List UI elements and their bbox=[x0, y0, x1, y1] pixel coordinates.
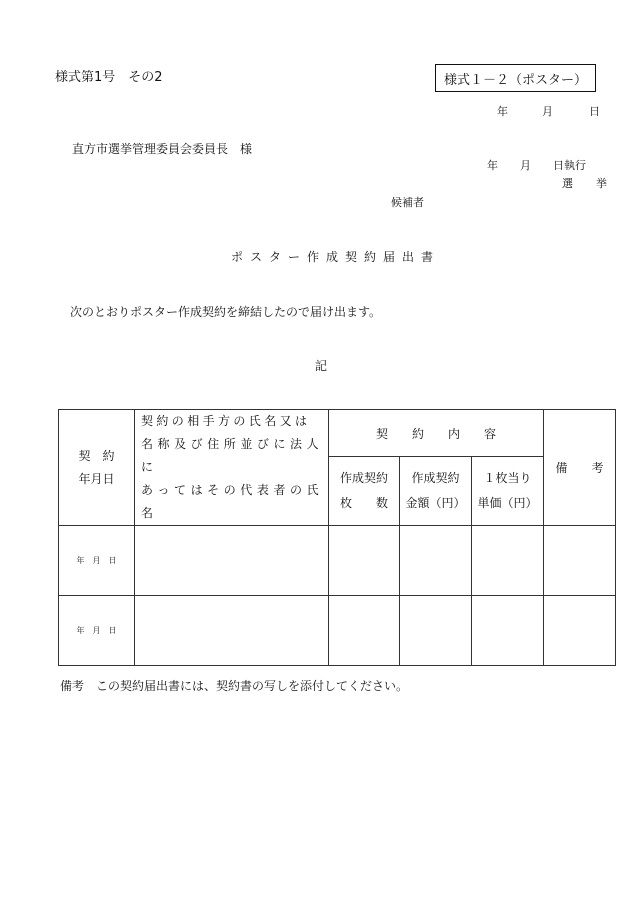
addressee: 直方市選挙管理委員会委員長 様 bbox=[72, 142, 253, 156]
header-contract-content bbox=[329, 410, 544, 457]
header-party bbox=[135, 410, 329, 526]
header-unit-price bbox=[472, 457, 544, 526]
header-text: 年月日 bbox=[78, 471, 115, 486]
row-date-cell[interactable] bbox=[59, 526, 135, 596]
header-text: 備 考 bbox=[555, 461, 604, 475]
submission-date bbox=[497, 103, 600, 119]
month-label: 月 bbox=[542, 105, 553, 118]
count-cell[interactable] bbox=[329, 526, 400, 596]
header-text: 作成契約 bbox=[411, 471, 460, 485]
note-cell[interactable] bbox=[544, 596, 616, 666]
header-text: 金額（円） bbox=[405, 496, 466, 510]
day-label: 日 bbox=[589, 105, 600, 118]
page-title: ポスター作成契約届出書 bbox=[231, 250, 441, 264]
form-label: 様式１－２（ポスター） bbox=[444, 73, 588, 88]
election-label: 選 挙 bbox=[562, 177, 613, 190]
form-number: 様式第1号 その2 bbox=[55, 70, 163, 85]
ki-heading: 記 bbox=[315, 359, 328, 373]
header-text: あってはその代表者の氏名 bbox=[141, 483, 322, 520]
header-text: 枚 数 bbox=[339, 496, 388, 510]
candidate-label: 候補者 bbox=[391, 196, 424, 209]
row-date-cell[interactable] bbox=[59, 596, 135, 666]
amount-cell[interactable] bbox=[400, 526, 472, 596]
body-text: 次のとおりポスター作成契約を締結したので届け出ます。 bbox=[70, 305, 382, 319]
table-row bbox=[59, 596, 616, 666]
row-date-label: 年 月 日 bbox=[76, 556, 117, 565]
header-count bbox=[329, 457, 400, 526]
footnote: 備考 この契約届出書には、契約書の写しを添付してください。 bbox=[60, 679, 409, 693]
header-text: 作成契約 bbox=[339, 471, 388, 485]
header-note bbox=[544, 410, 616, 526]
party-cell[interactable] bbox=[135, 526, 329, 596]
form-label-box bbox=[435, 64, 596, 92]
election-date: 年 月 日執行 bbox=[487, 159, 586, 172]
header-text: 契約の相手方の氏名又は bbox=[141, 414, 311, 428]
header-text: 名称及び住所並びに法人に bbox=[141, 437, 322, 474]
table-row bbox=[59, 526, 616, 596]
row-date-label: 年 月 日 bbox=[76, 626, 117, 635]
header-text: 単価（円） bbox=[477, 496, 538, 510]
year-label: 年 bbox=[497, 105, 508, 118]
unit-price-cell[interactable] bbox=[472, 596, 544, 666]
header-text: 契 約 bbox=[78, 448, 115, 463]
note-cell[interactable] bbox=[544, 526, 616, 596]
count-cell[interactable] bbox=[329, 596, 400, 666]
contract-table bbox=[58, 409, 616, 666]
header-text: 契 約 内 容 bbox=[375, 426, 496, 441]
amount-cell[interactable] bbox=[400, 596, 472, 666]
header-text: １枚当り bbox=[483, 471, 532, 485]
header-contract-date bbox=[59, 410, 135, 526]
party-cell[interactable] bbox=[135, 596, 329, 666]
header-amount bbox=[400, 457, 472, 526]
unit-price-cell[interactable] bbox=[472, 526, 544, 596]
